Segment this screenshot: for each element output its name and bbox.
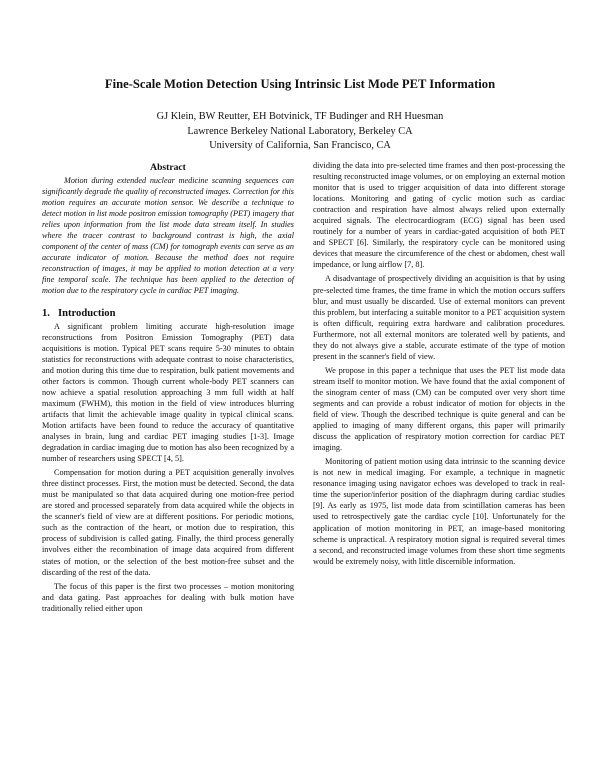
affiliation-line: Lawrence Berkeley National Laboratory, Berkeley CA [187, 125, 413, 137]
abstract-text: Motion during extended nuclear medicine scanning sequences can significantly degrade the quality of reconstructed images. Correction for this motion requires an accurate motion sensor. We describe a technique to detect motion in list mode positron emission tomography (PET) imagery that relies upon information from the list mode data stream itself. In studies where the tracer contrast to background contrast is high, the axial component of the center of mass (CM) for tomograph events can serve as an accurate indicator of motion. Because the method does not require reconstruction of images, it may be applied to motion detection at a very fine temporal scale. The technique has been applied to the detection of motion due to the respiratory cycle in cardiac PET imaging. [42, 176, 294, 296]
body-paragraph: A disadvantage of prospectively dividing an acquisition is that by using pre-selected time frames, the time frame in which the motion occurs suffers blur, and must usually be discarded. Use of external monitors can prevent this problem, but interfacing a suitable monitor to a PET acquisition system is often difficult, requiring extra hardware and calibration procedures. Furthermore, not all external monitors are tolerated well by patients, and they do not always give a stable, accurate estimate of the type of motion present in the scanner's field of view. [313, 274, 565, 361]
author-block [40, 110, 560, 154]
body-paragraph: We propose in this paper a technique that uses the PET list mode data stream itself to monitor motion. We have found that the axial component of the sinogram center of mass (CM) can be computed over very short time segments and can provide a robust indicator of motion for objects in the field of view. Though the described technique is quite general and can be applied to imaging of many different organs, this paper will primarily discuss the application of respiratory motion correction for cardiac PET imaging. [313, 365, 565, 453]
affiliation-line: University of California, San Francisco, CA [209, 140, 391, 152]
section-number: 1. [42, 307, 50, 319]
paper-title: Fine-Scale Motion Detection Using Intrinsic List Mode PET Information [104, 77, 496, 91]
author-list: GJ Klein, BW Reutter, EH Botvinick, TF Budinger and RH Huesman [156, 111, 444, 122]
body-paragraph: Compensation for motion during a PET acquisition generally involves three distinct processes. First, the motion must be detected. Second, the data must be manipulated so that data acquired during one motion-free period are stored and processed separately from data acquired while the objects in the scanner's field of view are at different positions. For periodic motions, such as the contraction of the heart, or motion due to respiration, this process of subdivision is called gating. Finally, the third process generally involves either the recombination of image data acquired from different states of motion, or the selection of the best motion-free subset and the discarding of the rest of the data. [42, 468, 294, 577]
right-column [313, 160, 565, 570]
body-paragraph: Monitoring of patient motion using data intrinsic to the scanning device is not new in medical imaging. For example, a technique in magnetic resonance imaging using navigator echoes was developed to track in real-time the superior/inferior position of the diaphragm during cardiac studies [9]. As early as 1975, list mode data from scintillation cameras has been used to retrospectively gate the cardiac cycle [10]. Unfortunately for the application of motion monitoring in PET, an image-based monitoring scheme is unpractical. A respiratory motion signal is required several times a second, and reconstructed image volumes from these short time segments would be extremely noisy, with little discernible information. [313, 457, 565, 566]
abstract-heading: Abstract [150, 162, 186, 173]
body-paragraph: The focus of this paper is the first two processes – motion monitoring and data gating. Past approaches for dealing with bulk motion have traditionally relied either upon [42, 581, 294, 613]
body-paragraph: A significant problem limiting accurate high-resolution image reconstructions from Positron Emission Tomography (PET) data acquisitions is motion. Typical PET scans require 5-30 minutes to obtain statistics for reconstructions with adequate contrast to noise characteristics, and motion during this time due to respiration, bulk patient movements and other factors is common. Though current whole-body PET scanners can now achieve a spatial resolution approaching 3 mm full width at half maximum (FWHM), this motion in the field of view introduces blurring artifacts that limit the achievable image quality in typical clinical scans. Motion artifacts have been found to reduce the accuracy of quantitative analyses in brain, lung and cardiac PET imaging studies [1-3]. Image degradation in cardiac imaging due to motion has also been recognized by a number of researchers using SPECT [4, 5]. [42, 321, 294, 464]
section-title: Introduction [58, 307, 116, 319]
section-heading-introduction [42, 307, 294, 320]
body-paragraph: dividing the data into pre-selected time frames and then post-processing the resulting reconstructed image volumes, or on employing an external motion monitor that is used to trigger acquisition of data into different storage locations. Monitoring and gating of cyclic motion such as cardiac contraction and respiration have almost always relied upon externally acquired signals. The electrocardiogram (ECG) signal has been used routinely for a number of years in cardiac-gated acquisition of both PET and SPECT [6]. Similarly, the respiratory cycle can be monitored using devices that measure the circumference of the chest or abdomen, chest wall impedance, or lung airflow [7, 8]. [313, 161, 565, 270]
left-column [42, 162, 294, 617]
